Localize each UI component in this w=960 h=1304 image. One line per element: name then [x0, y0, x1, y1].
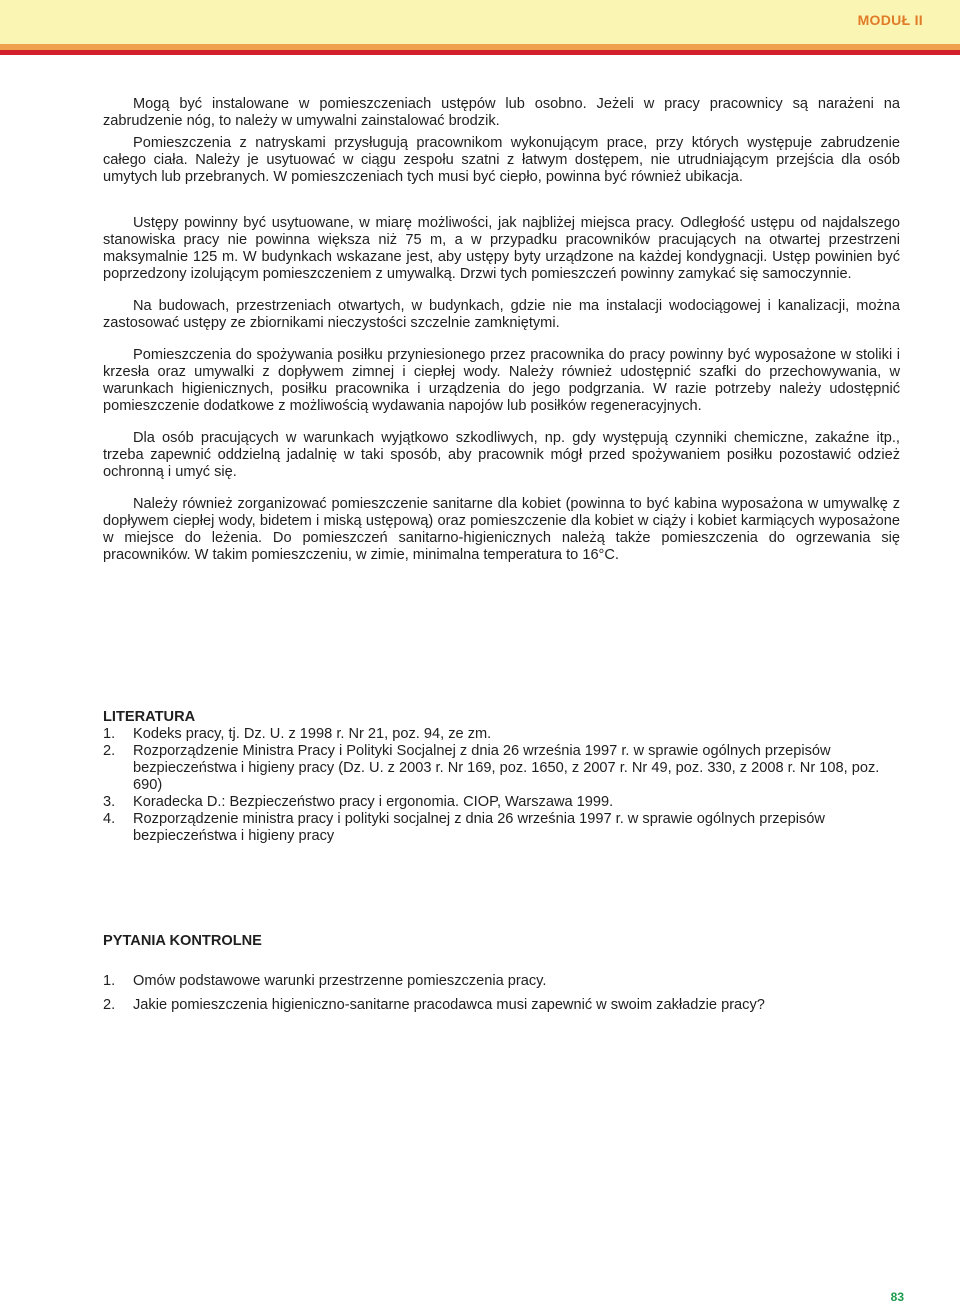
literature-item — [103, 726, 903, 743]
item-text: Omów podstawowe warunki przestrzenne pomieszczenia pracy. — [133, 973, 547, 989]
page-number: 83 — [890, 1290, 904, 1304]
paragraph: Na budowach, przestrzeniach otwartych, w budynkach, gdzie nie ma instalacji wodociągowej i kanalizacji, można zastosować ustępy ze zbiornikami nieczystości szczelnie zamkniętymi. — [103, 298, 900, 331]
item-number: 1. — [103, 726, 116, 742]
module-label: MODUŁ II — [857, 12, 923, 28]
questions-list — [103, 973, 903, 1014]
literature-item — [103, 811, 903, 845]
item-number: 1. — [103, 973, 116, 989]
questions-title: PYTANIA KONTROLNE — [103, 933, 262, 949]
literature-item — [103, 743, 903, 794]
paragraph: Ustępy powinny być usytuowane, w miarę możliwości, jak najbliżej miejsca pracy. Odległość ustępu od najdalszego stanowiska pracy nie powinna większa niż 75 m, a w przypadku pracowników pracujących na otwartej przestrzeni maksymalnie 125 m. W budynkach wskazane jest, aby ustępy byty urządzone na każdej kondygnacji. Ustęp powinien być poprzedzony izolującym pomieszczeniem z umywalką. Drzwi tych pomieszczeń powinny zamykać się samoczynnie. — [103, 215, 900, 282]
header-stripe-red — [0, 50, 960, 55]
paragraph: Dla osób pracujących w warunkach wyjątkowo szkodliwych, np. gdy występują czynniki chemiczne, zakaźne itp., trzeba zapewnić oddzielną jadalnię w taki sposób, aby pracownik mógł przed spożywaniem posiłku pozostawić odzież ochronną i umyć się. — [103, 430, 900, 480]
item-text: Koradecka D.: Bezpieczeństwo pracy i ergonomia. CIOP, Warszawa 1999. — [133, 794, 614, 810]
questions-section — [103, 933, 903, 1021]
item-number: 2. — [103, 997, 116, 1013]
literature-item — [103, 794, 903, 811]
paragraph: Należy również zorganizować pomieszczenie sanitarne dla kobiet (powinna to być kabina wyposażona w umywalkę z dopływem ciepłej wody, bidetem i miską ustępową) oraz pomieszczenie dla kobiet w ciąży i kobiet karmiących wyposażone w miejsce do leżenia. Do pomieszczeń sanitarno-higienicznych należą także pomieszczenia do ogrzewania się pracowników. W takim pomieszczeniu, w zimie, minimalna temperatura to 16°C. — [103, 496, 900, 563]
item-number: 2. — [103, 743, 116, 759]
item-text: Kodeks pracy, tj. Dz. U. z 1998 r. Nr 21, poz. 94, ze zm. — [133, 726, 492, 742]
question-item — [103, 997, 903, 1014]
item-text: Rozporządzenie ministra pracy i polityki socjalnej z dnia 26 września 1997 r. w sprawie ogólnych przepisów bezpieczeństwa i higieny pracy — [133, 811, 825, 844]
header-band — [0, 0, 960, 44]
item-number: 3. — [103, 794, 116, 810]
item-text: Jakie pomieszczenia higieniczno-sanitarne pracodawca musi zapewnić w swoim zakładzie pracy? — [133, 997, 765, 1013]
paragraph: Pomieszczenia do spożywania posiłku przyniesionego przez pracownika do pracy powinny być wyposażone w stoliki i krzesła oraz umywalki z dopływem zimnej i ciepłej wody. Należy również udostępnić szafki do przechowywania, w warunkach higienicznych, posiłku pracownika i urządzenia do jego podgrzania. W razie potrzeby należy udostępnić pomieszczenie dodatkowe z możliwością wydawania napojów lub posiłków regeneracyjnych. — [103, 347, 900, 414]
question-item — [103, 973, 903, 990]
literature-list — [103, 726, 903, 845]
literature-title: LITERATURA — [103, 709, 196, 725]
item-text: Rozporządzenie Ministra Pracy i Polityki Socjalnej z dnia 26 września 1997 r. w sprawie ogólnych przepisów bezpieczeństwa i higieny pracy (Dz. U. z 2003 r. Nr 169, poz. 1650, z 2007 r. Nr 49, poz. 330, z 2008 r. Nr 108, poz. 690) — [133, 743, 880, 793]
paragraph: Pomieszczenia z natryskami przysługują pracownikom wykonującym prace, przy których występuje zabrudzenie całego ciała. Należy je usytuować w ciągu zespołu szatni z łatwym dostępem, nie utrudniającym przejścia dla osób umytych lub przebranych. W pomieszczeniach tych musi być ciepło, powinna być również ubikacja. — [103, 135, 900, 185]
paragraph: Mogą być instalowane w pomieszczeniach ustępów lub osobno. Jeżeli w pracy pracownicy są narażeni na zabrudzenie nóg, to należy w umywalni zainstalować brodzik. — [103, 96, 900, 129]
body-text — [103, 96, 900, 579]
literature-section — [103, 709, 903, 845]
item-number: 4. — [103, 811, 116, 827]
